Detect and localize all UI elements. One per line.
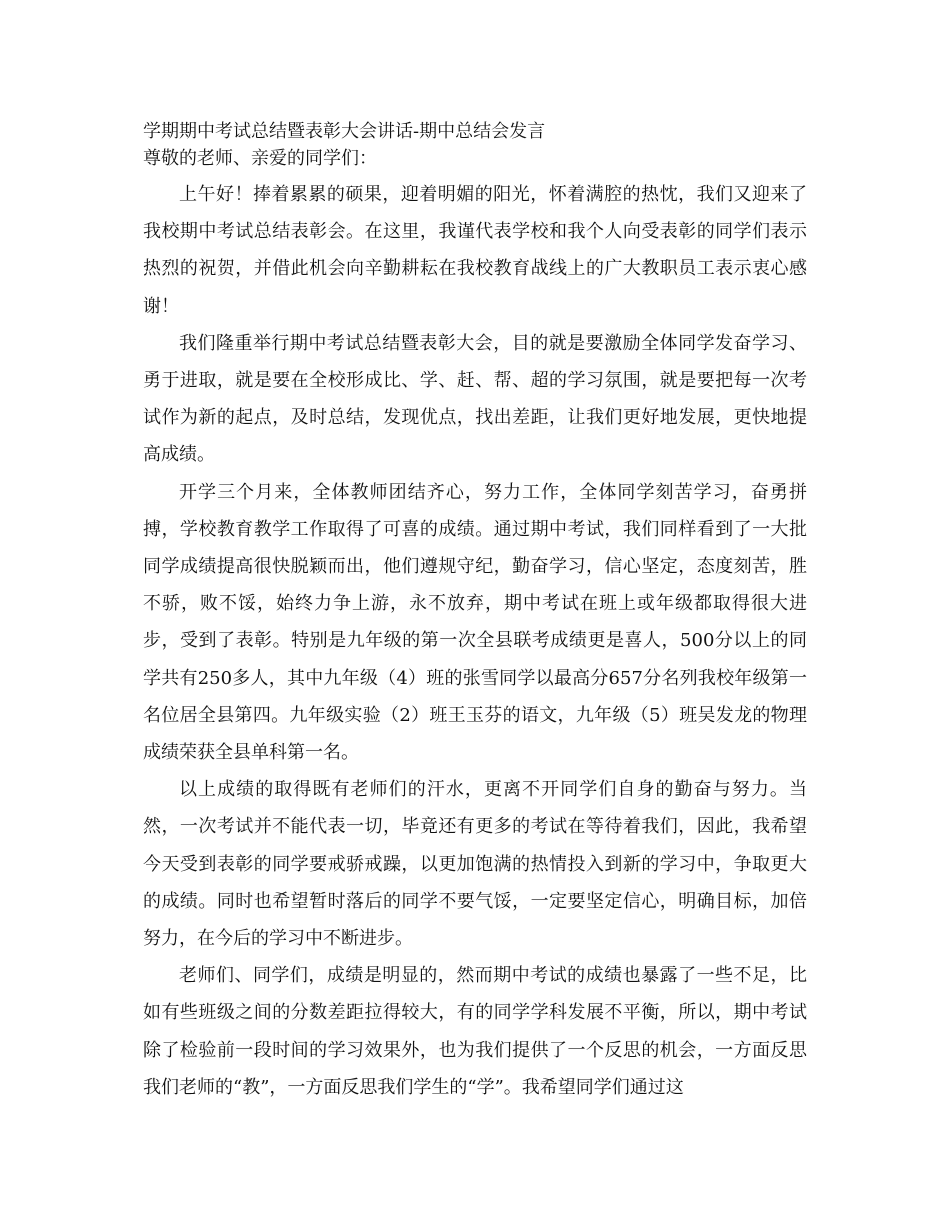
salutation: 尊敬的老师、亲爱的同学们： — [143, 148, 377, 169]
paragraph-reflection: 老师们、同学们，成绩是明显的，然而期中考试的成绩也暴露了一些不足，比如有些班级之间的分数差距拉得较大，有的同学学科发展不平衡，所以，期中考试除了检验前一段时间的学习效果外，也为我们提供了一个反思的机会，一方面反思我们老师的“教”，一方面反思我们学生的“学”。我希望同学们通过这 — [143, 965, 807, 1098]
paragraph-greeting: 上午好！捧着累累的硕果，迎着明媚的阳光，怀着满腔的热忱，我们又迎来了我校期中考试总结表彰会。在这里，我谨代表学校和我个人向受表彰的同学们表示热烈的祝贺，并借此机会向辛勤耕耘在我校教育战线上的广大教职员工表示衷心感谢！ — [143, 184, 807, 317]
paragraph-achievements: 开学三个月来，全体教师团结齐心，努力工作，全体同学刻苦学习，奋勇拼搏，学校教育教学工作取得了可喜的成绩。通过期中考试，我们同样看到了一大批同学成绩提高很快脱颖而出，他们遵规守纪，勤奋学习，信心坚定，态度刻苦，胜不骄，败不馁，始终力争上游，永不放弃，期中考试在班上或年级都取得很大进步，受到了表彰。特别是九年级的第一次全县联考成绩更是喜人，500分以上的同学共有250多人，其中九年级（4）班的张雪同学以最高分657分名列我校年级第一名位居全县第四。九年级实验（2）班王玉芬的语文，九年级（5）班吴发龙的物理成绩荣获全县单科第一名。 — [143, 481, 807, 764]
document-title: 学期期中考试总结暨表彰大会讲话-期中总结会发言 — [143, 121, 546, 142]
paragraph-purpose: 我们隆重举行期中考试总结暨表彰大会，目的就是要激励全体同学发奋学习、勇于进取，就是要在全校形成比、学、赶、帮、超的学习氛围，就是要把每一次考试作为新的起点，及时总结，发现优点，找出差距，让我们更好地发展，更快地提高成绩。 — [143, 332, 807, 466]
paragraph-encouragement: 以上成绩的取得既有老师们的汗水，更离不开同学们自身的勤奋与努力。当然，一次考试并不能代表一切，毕竟还有更多的考试在等待着我们，因此，我希望今天受到表彰的同学要戒骄戒躁，以更加饱满的热情投入到新的学习中，争取更大的成绩。同时也希望暂时落后的同学不要气馁，一定要坚定信心，明确目标，加倍努力，在今后的学习中不断进步。 — [143, 779, 807, 950]
document-body — [143, 118, 807, 1106]
